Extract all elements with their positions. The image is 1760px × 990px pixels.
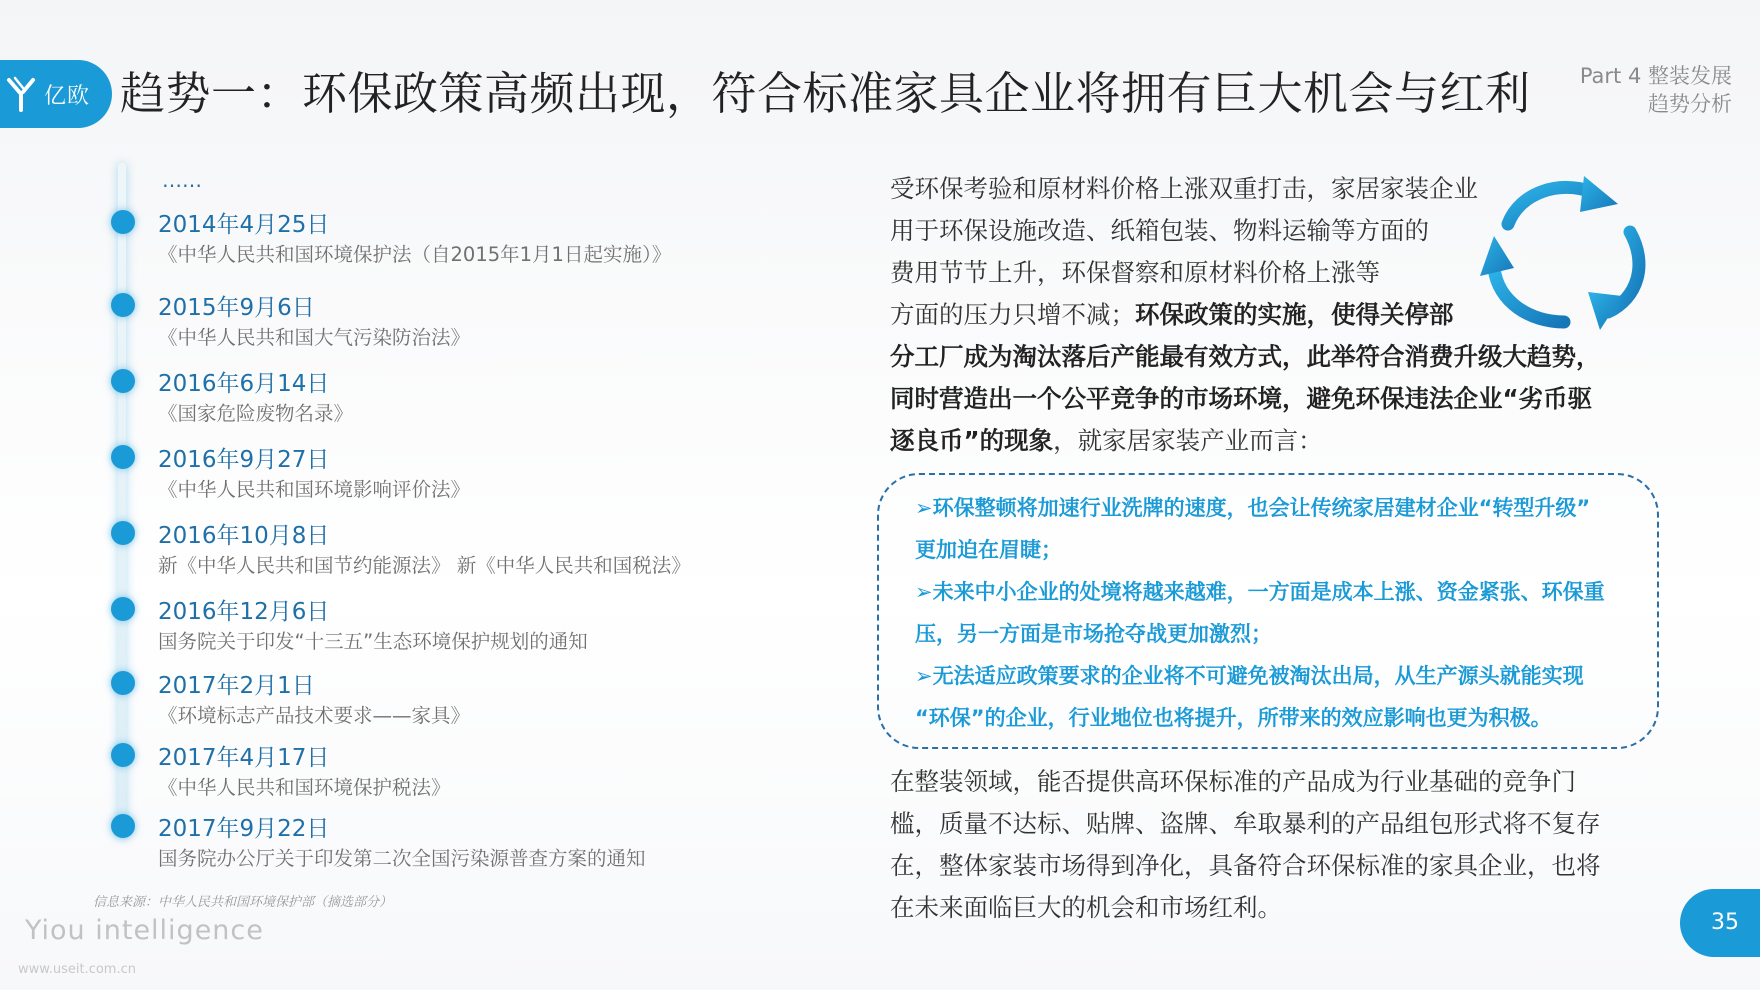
outro-line: 在，整体家装市场得到净化，具备符合环保标准的家具企业，也将 xyxy=(890,851,1601,880)
outro-line: 在整装领域，能否提供高环保标准的产品成为行业基础的竞争门 xyxy=(890,767,1576,796)
intro-line xyxy=(890,420,1650,462)
timeline-date: 2016年6月14日 xyxy=(158,371,330,397)
timeline-desc: 《中华人民共和国大气污染防治法》 xyxy=(158,326,471,349)
intro-line xyxy=(890,294,1650,336)
intro-text-bold: 分工厂成为淘汰落后产能最有效方式，此举符合消费升级大趋势， xyxy=(890,342,1601,371)
source-note: 信息来源：中华人民共和国环境保护部（摘选部分） xyxy=(93,895,393,910)
timeline-desc: 《中华人民共和国环境影响评价法》 xyxy=(158,478,471,501)
highlight-item-cont: 压，另一方面是市场抢夺战更加激烈； xyxy=(915,622,1272,646)
page-title: 趋势一：环保政策高频出现，符合标准家具企业将拥有巨大机会与红利 xyxy=(120,67,1531,120)
intro-line: 用于环保设施改造、纸箱包装、物料运输等方面的 xyxy=(890,216,1429,245)
highlight-item-cont: “环保”的企业，行业地位也将提升，所带来的效应影响也更为积极。 xyxy=(915,706,1552,730)
highlight-item-cont: 更加迫在眉睫； xyxy=(915,538,1062,562)
timeline-date: 2014年4月25日 xyxy=(158,212,330,238)
section-subtitle: 趋势分析 xyxy=(1648,92,1732,116)
outro-line: 在未来面临巨大的机会和市场红利。 xyxy=(890,893,1282,922)
timeline-desc: 《中华人民共和国环境保护税法》 xyxy=(158,776,451,799)
intro-text-bold: 逐良币”的现象 xyxy=(890,426,1054,455)
logo-badge xyxy=(0,60,112,128)
timeline-dot xyxy=(111,521,135,545)
intro-line xyxy=(890,378,1650,420)
highlight-text: 环保整顿将加速行业洗牌的速度，也会让传统家居建材企业“转型升级” xyxy=(932,496,1591,520)
timeline-desc: 《中华人民共和国环境保护法（自2015年1月1日起实施）》 xyxy=(158,243,672,266)
highlight-item xyxy=(915,655,1655,697)
highlight-text: 无法适应政策要求的企业将不可避免被淘汰出局，从生产源头就能实现 xyxy=(932,664,1584,688)
intro-line xyxy=(890,336,1650,378)
highlight-item xyxy=(915,571,1655,613)
intro-text-normal: ，就家居家装产业而言： xyxy=(1053,426,1323,455)
highlight-list xyxy=(915,487,1655,739)
timeline-desc: 国务院办公厅关于印发第二次全国污染源普查方案的通知 xyxy=(158,847,646,870)
intro-paragraph xyxy=(890,168,1650,462)
arrow-bullet-icon: ➢ xyxy=(915,580,933,604)
timeline-desc: 新《中华人民共和国节约能源法》 新《中华人民共和国税法》 xyxy=(158,554,691,577)
timeline-desc: 《国家危险废物名录》 xyxy=(158,402,354,425)
yiou-logo-icon xyxy=(6,74,40,114)
timeline-date: 2017年9月22日 xyxy=(158,816,330,842)
timeline-ellipsis: …… xyxy=(162,168,202,192)
timeline-date: 2015年9月6日 xyxy=(158,295,315,321)
timeline-dot xyxy=(111,369,135,393)
timeline-dot xyxy=(111,445,135,469)
timeline-dot xyxy=(111,597,135,621)
section-part: Part 4 整装发展 xyxy=(1579,64,1732,88)
arrow-bullet-icon: ➢ xyxy=(915,496,933,520)
timeline-dot xyxy=(111,293,135,317)
intro-text-normal: 方面的压力只增不减； xyxy=(890,300,1135,329)
section-label xyxy=(1580,62,1732,118)
intro-line: 受环保考验和原材料价格上涨双重打击，家居家装企业 xyxy=(890,174,1478,203)
intro-text-bold: 同时营造出一个公平竞争的市场环境，避免环保违法企业“劣币驱 xyxy=(890,384,1593,413)
page-number: 35 xyxy=(1680,889,1760,957)
timeline-desc: 《环境标志产品技术要求——家具》 xyxy=(158,704,471,727)
timeline-date: 2017年2月1日 xyxy=(158,673,315,699)
timeline-dot xyxy=(111,671,135,695)
logo-text: 亿欧 xyxy=(44,83,91,109)
intro-text-bold: 环保政策的实施，使得关停部 xyxy=(1135,300,1454,329)
highlight-item xyxy=(915,487,1655,529)
intro-line: 费用节节上升，环保督察和原材料价格上涨等 xyxy=(890,258,1380,287)
watermark: www.useit.com.cn xyxy=(18,962,136,977)
timeline-desc: 国务院关于印发“十三五”生态环境保护规划的通知 xyxy=(158,630,588,653)
arrow-bullet-icon: ➢ xyxy=(915,664,933,688)
timeline-dot xyxy=(111,210,135,234)
outro-paragraph xyxy=(890,761,1650,929)
outro-line: 槛，质量不达标、贴牌、盗牌、牟取暴利的产品组包形式将不复存 xyxy=(890,809,1601,838)
timeline-date: 2016年9月27日 xyxy=(158,447,330,473)
timeline-date: 2017年4月17日 xyxy=(158,745,330,771)
highlight-text: 未来中小企业的处境将越来越难，一方面是成本上涨、资金紧张、环保重 xyxy=(932,580,1605,604)
timeline-line xyxy=(118,163,126,838)
timeline-dot xyxy=(111,814,135,838)
timeline-date: 2016年10月8日 xyxy=(158,523,330,549)
brand-footer: Yiou intelligence xyxy=(25,915,264,946)
timeline-dot xyxy=(111,743,135,767)
timeline-date: 2016年12月6日 xyxy=(158,599,330,625)
